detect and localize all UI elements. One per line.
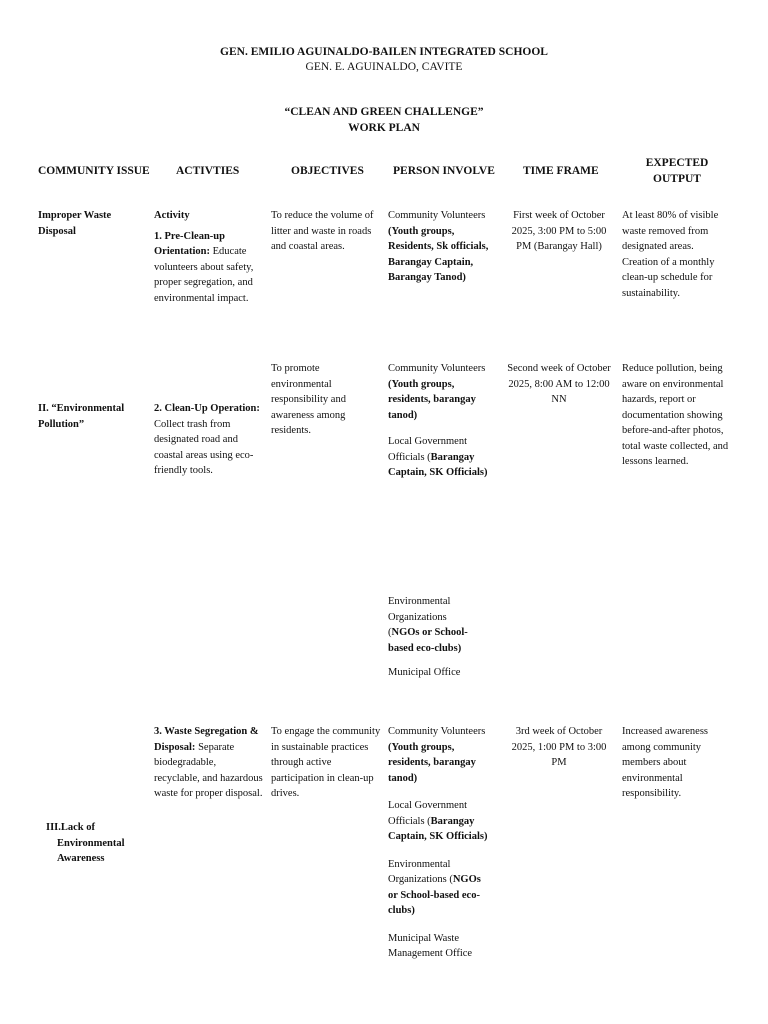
row1-activity-heading: Activity — [154, 210, 190, 221]
row2-activity-title: 2. Clean-Up Operation: — [154, 403, 260, 414]
row3-issue-text: III.Lack of Environmental Awareness — [46, 822, 125, 864]
row3-issue — [46, 820, 142, 867]
row3-person-2-bold: NGOs or School-based eco-clubs) — [388, 874, 481, 916]
row2-activity-text: Collect trash from designated road and coastal areas using eco-friendly tools. — [154, 418, 254, 476]
header-person-involve: PERSON INVOLVE — [393, 165, 495, 177]
row3-activity-text: Separate biodegradable, recyclable, and hazardous waste for proper disposal. — [154, 741, 263, 799]
plan-subtitle: WORK PLAN — [348, 122, 420, 134]
header-objectives: OBJECTIVES — [291, 165, 364, 177]
row1-issue: Improper Waste Disposal — [38, 210, 112, 237]
row3-objective: To engage the community in sustainable practices through active participation in clean-up drives. — [271, 726, 381, 799]
plan-title: “CLEAN AND GREEN CHALLENGE” — [284, 106, 484, 118]
header-expected-output — [630, 156, 724, 186]
row3-person-1-plain: Local Government Officials ( — [388, 800, 468, 827]
row1-activity — [154, 208, 262, 306]
row2-person-3-plain: Municipal Office — [388, 667, 461, 678]
row2-person-0-plain: Community Volunteers — [388, 363, 486, 374]
header-community-issue: COMMUNITY ISSUE — [38, 165, 150, 177]
row1-activity-text: Educate volunteers about safety, proper segregation, and environmental impact. — [154, 246, 254, 304]
row3-person-2-plain: Environmental Organizations ( — [388, 858, 453, 885]
header-expected-output-line2: OUTPUT — [653, 173, 701, 185]
row3-activity-title: 3. Waste Segregation & Disposal: — [154, 726, 259, 753]
header-time-frame: TIME FRAME — [523, 165, 599, 177]
row2-time-frame: Second week of October 2025, 8:00 AM to 12:00 NN — [507, 363, 611, 405]
school-name: GEN. EMILIO AGUINALDO-BAILEN INTEGRATED SCHOOL — [220, 46, 548, 58]
row1-persons — [388, 208, 496, 286]
row2-persons-a — [388, 361, 496, 481]
row3-output: Increased awareness among community members about environmental responsibility. — [622, 726, 708, 799]
row3-person-3-plain: Municipal Waste Management Office — [388, 932, 473, 959]
row2-person-1-bold: Barangay Captain, SK Officials) — [388, 451, 488, 478]
row3-time-frame: 3rd week of October 2025, 1:00 PM to 3:00 PM — [511, 726, 607, 768]
row2-objective: To promote environmental responsibility and awareness among residents. — [271, 363, 346, 436]
row2-person-0-bold: (Youth groups, residents, barangay tanod) — [388, 378, 476, 421]
row1-person-0-plain: Community Volunteers — [388, 210, 486, 221]
row2-person-2-plain: Environmental Organizations ( — [388, 596, 451, 638]
row2-issue: II. “Environmental Pollution” — [38, 403, 125, 430]
school-address: GEN. E. AGUINALDO, CAVITE — [305, 61, 463, 73]
row3-person-0-plain: Community Volunteers — [388, 726, 486, 737]
row2-persons-b — [388, 594, 478, 681]
row3-persons — [388, 724, 496, 962]
row3-activity — [154, 724, 264, 802]
row1-activity-title: 1. Pre-Clean-up Orientation: — [154, 230, 225, 257]
row1-output: At least 80% of visible waste removed from designated areas. Creation of a monthly clean-up schedule for sustainability. — [622, 210, 719, 299]
row2-person-2-bold: NGOs or School-based eco-clubs) — [388, 627, 468, 654]
row1-person-0-bold: (Youth groups, Residents, Sk officials, Barangay Captain, Barangay Tanod) — [388, 225, 489, 283]
row2-output: Reduce pollution, being aware on environmental hazards, report or documentation showing before-and-after photos, total waste collected, and lessons learned. — [622, 363, 729, 467]
row1-objective: To reduce the volume of litter and waste in roads and coastal areas. — [271, 210, 374, 252]
row2-person-1-plain: Local Government Officials ( — [388, 436, 468, 463]
header-activities: ACTIVTIES — [176, 165, 240, 177]
row1-time-frame: First week of October 2025, 3:00 PM to 5:00 PM (Barangay Hall) — [511, 210, 607, 252]
row3-person-1-bold: Barangay Captain, SK Officials) — [388, 815, 488, 842]
header-expected-output-line1: EXPECTED — [645, 157, 709, 169]
row3-person-0-bold: (Youth groups, residents, barangay tanod) — [388, 741, 476, 784]
row2-activity — [154, 401, 264, 479]
